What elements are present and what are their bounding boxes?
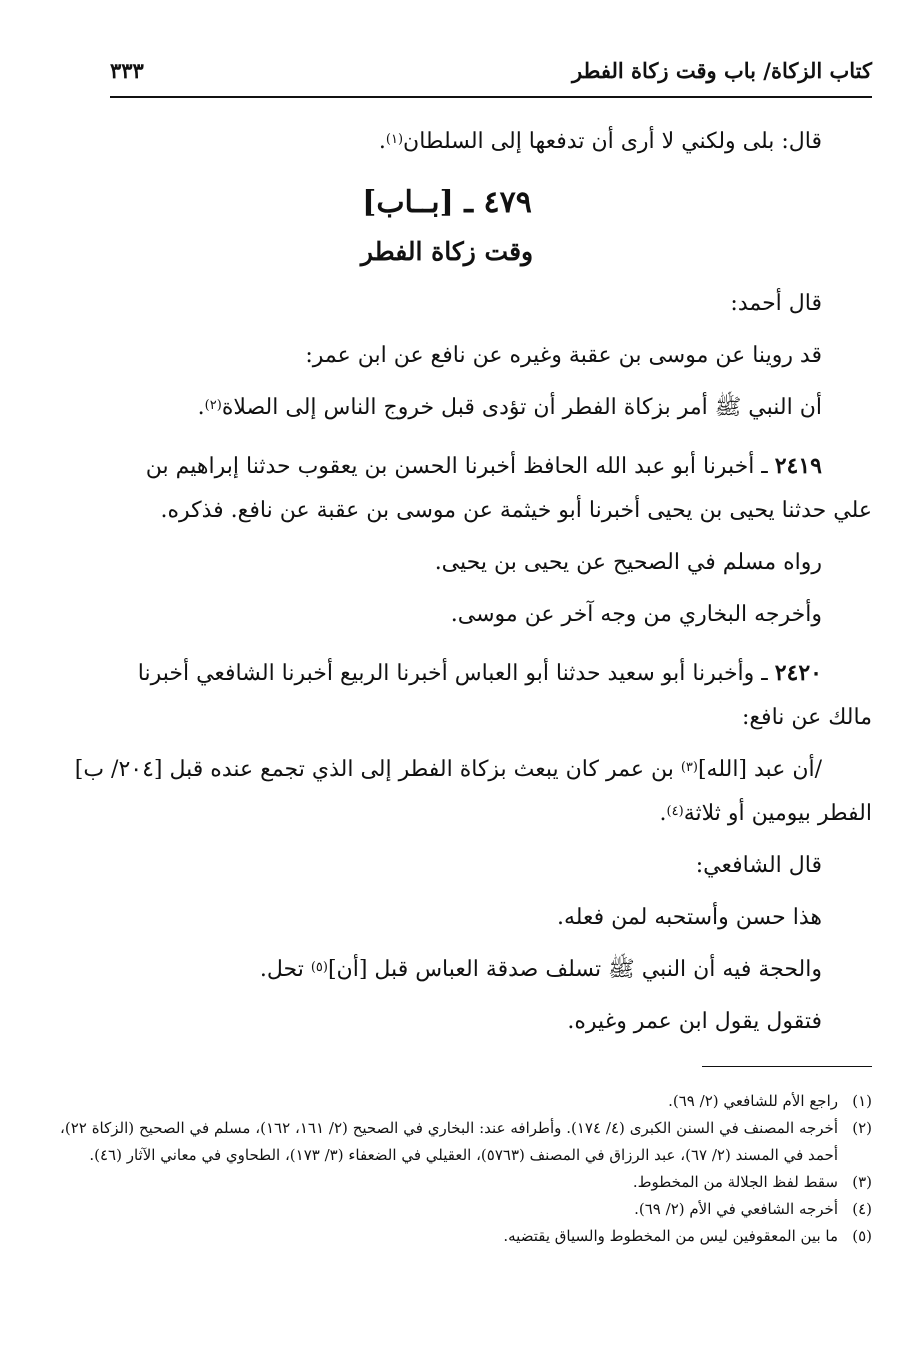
footnote-text: أخرجه الشافعي في الأم (٢/ ٦٩). [634,1200,838,1218]
chapter-number: ٤٧٩ ـ [بــاب] [362,185,532,220]
footnotes [60,1088,872,1250]
footnote-mark: (٢) [852,1119,872,1137]
footnote-mark: (٣) [852,1173,872,1191]
footnote-ref: (٢) [204,398,222,413]
footnote-mark: (٤) [852,1200,872,1218]
footnote-ref: (١) [385,132,404,147]
text-line: هذا حسن وأستحبه لمن فعله. [556,905,822,930]
running-header-title: كتاب الزكاة/ باب وقت زكاة الفطر [572,58,872,83]
text-line: وأخرجه البخاري من وجه آخر عن موسى. [450,602,822,627]
hadith-2420-continued: مالك عن نافع: [741,705,872,730]
footnote-ref: (٥) [310,960,328,975]
footnote-text: راجع الأم للشافعي (٢/ ٦٩). [668,1092,838,1110]
text-line: فتقول يقول ابن عمر وغيره. [567,1009,822,1034]
footnote-text: ما بين المعقوفين ليس من المخطوط والسياق يقتضيه. [503,1227,838,1245]
main-text [22,120,872,1044]
footnote-mark: (١) [852,1092,872,1110]
running-header [110,56,872,94]
footnote [60,1169,872,1196]
footnote-separator [702,1066,872,1067]
header-rule [110,96,872,98]
footnote-ref: (٣) [680,760,698,775]
hadith-number: ٢٤١٩ [774,453,822,479]
text-line: الفطر بيومين أو ثلاثة$^{(٤)}$. [659,801,872,826]
text-line: قال الشافعي: [695,853,822,878]
page-number: ٣٣٣ [110,58,144,83]
footnote-text: سقط لفظ الجلالة من المخطوط. [632,1173,838,1191]
text-line: قال: بلى ولكني لا أرى أن تدفعها إلى السلطان$^{(١)}$. [378,129,822,154]
footnote [60,1088,872,1115]
footnote [60,1115,872,1169]
footnote [60,1196,872,1223]
text-line: /أن عبد [الله]$^{(٣)}$ بن عمر كان يبعث بزكاة الفطر إلى الذي تجمع عنده قبل [٢٠٤/ ب] [74,757,822,782]
text-line: رواه مسلم في الصحيح عن يحيى بن يحيى. [434,550,822,575]
chapter-title: وقت زكاة الفطر [360,237,534,266]
hadith-number: ٢٤٢٠ [774,660,822,686]
footnote-mark: (٥) [852,1227,872,1245]
footnote-text: أخرجه المصنف في السنن الكبرى (٤/ ١٧٤). وأطرافه عند: البخاري في الصحيح (٢/ ١٦١، ١٦٢)، مسلم في الصحيح (الزكاة ٢٢)، أحمد في المسند (٢/ ٦٧)، عبد الرزاق في المصنف (٥٧٦٣)، العقيلي في الضعفاء (٣/ ١٧٣)، الطحاوي في معاني الآثار (٤٦). [60,1119,839,1164]
text-line: قد روينا عن موسى بن عقبة وغيره عن نافع عن ابن عمر: [305,343,822,368]
text-line: أن النبي ﷺ أمر بزكاة الفطر أن تؤدى قبل خروج الناس إلى الصلاة$^{(٢)}$. [197,395,822,420]
footnote-ref: (٤) [666,804,684,819]
text-line: والحجة فيه أن النبي ﷺ تسلف صدقة العباس قبل [أن]$^{(٥)}$ تحل. [259,957,822,982]
text-line: قال أحمد: [730,291,822,316]
footnote [60,1223,872,1250]
hadith-2420: ٢٤٢٠ ـ وأخبرنا أبو سعيد حدثنا أبو العباس أخبرنا الربيع أخبرنا الشافعي أخبرنا [137,660,822,686]
hadith-2419-continued: علي حدثنا يحيى بن يحيى أخبرنا أبو خيثمة عن موسى بن عقبة عن نافع. فذكره. [160,498,872,523]
hadith-2419: ٢٤١٩ ـ أخبرنا أبو عبد الله الحافظ أخبرنا الحسن بن يعقوب حدثنا إبراهيم بن [145,453,822,479]
